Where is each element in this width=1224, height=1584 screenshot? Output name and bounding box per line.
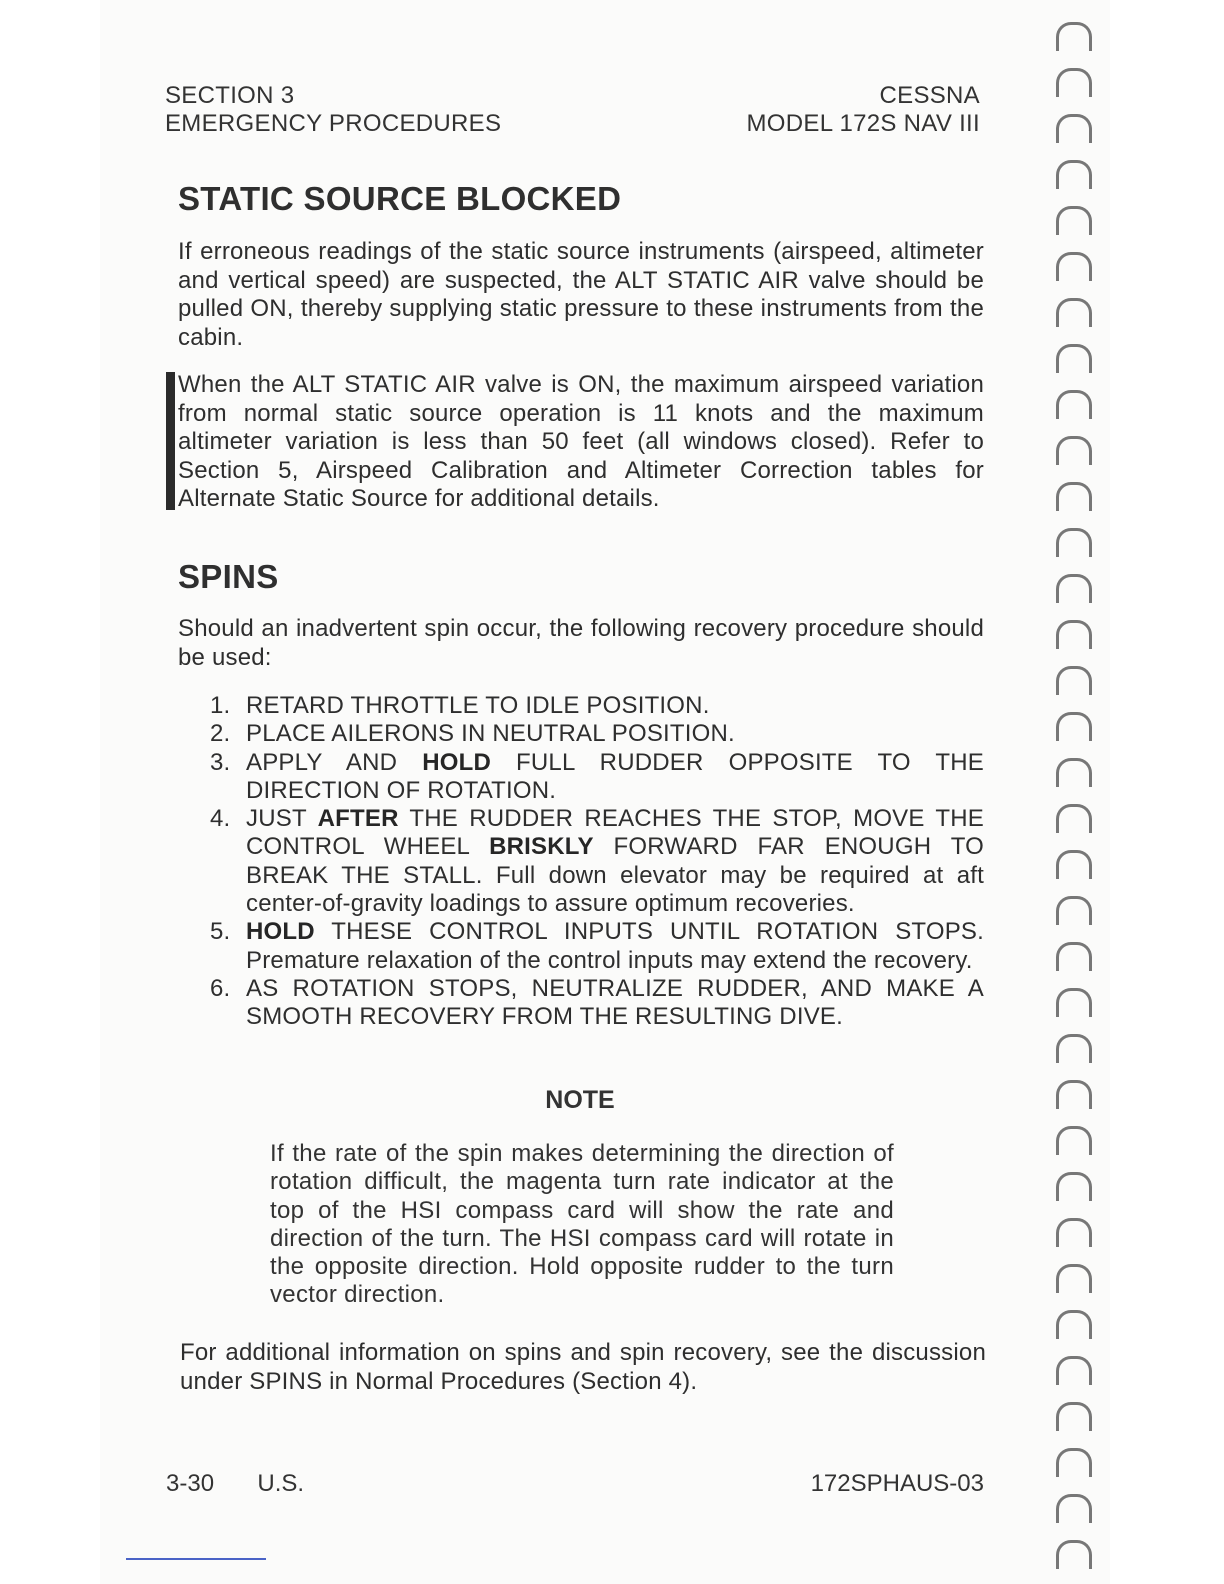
step-text: RETARD THROTTLE TO IDLE POSITION.: [246, 692, 710, 719]
binding-ring: [1056, 1402, 1092, 1431]
step-text: PLACE AILERONS IN NEUTRAL POSITION.: [246, 720, 735, 748]
note-body: If the rate of the spin makes determining the direction of rotation difficult, the magenta turn rate indicator at the top of the HSI compass card will show the rate and direction of the turn. The HSI compass card will rotate in the opposite direction. Hold opposite rudder to the turn vector direction.: [270, 1140, 894, 1309]
binding-ring: [1056, 896, 1092, 925]
binding-ring: [1056, 574, 1092, 603]
binding-ring: [1056, 1540, 1092, 1569]
binding-ring: [1056, 804, 1092, 833]
binding-ring: [1056, 1264, 1092, 1293]
binding-ring: [1056, 114, 1092, 143]
spins-closing-paragraph: For additional information on spins and spin recovery, see the discussion under SPINS in Normal Procedures (Section 4).: [180, 1339, 986, 1395]
step-text: APPLY AND: [246, 748, 423, 776]
binding-ring: [1056, 344, 1092, 373]
binding-ring: [1056, 1448, 1092, 1477]
step-text: THE RUDDER REACHES THE STOP, MOVE THE CONTROL WHEEL: [246, 805, 984, 861]
binding-ring: [1056, 712, 1092, 741]
binding-ring: [1056, 850, 1092, 879]
model-name: MODEL 172S NAV III: [746, 110, 980, 137]
step-number: 3.: [210, 748, 231, 776]
binding-ring: [1056, 758, 1092, 787]
binding-ring: [1056, 298, 1092, 327]
step-number: 2.: [210, 720, 231, 748]
step-text: JUST: [246, 805, 318, 833]
binding-ring: [1056, 1310, 1092, 1339]
binding-ring: [1056, 1172, 1092, 1201]
section-number: SECTION 3: [165, 82, 295, 109]
step-text: AS ROTATION STOPS, NEUTRALIZE RUDDER, AND MAKE A SMOOTH RECOVERY FROM THE RESULTING DIVE.: [246, 974, 984, 1031]
list-item: [210, 918, 984, 975]
step-emphasis: AFTER: [317, 805, 399, 833]
binding-ring: [1056, 206, 1092, 235]
scan-artifact-line: [126, 1558, 266, 1560]
binding-ring: [1056, 22, 1092, 51]
section-title: EMERGENCY PROCEDURES: [165, 110, 502, 137]
binding-ring: [1056, 988, 1092, 1017]
binding-ring: [1056, 1080, 1092, 1109]
binding-ring: [1056, 620, 1092, 649]
step-emphasis: HOLD: [422, 748, 491, 776]
binding-ring: [1056, 390, 1092, 419]
binding-ring: [1056, 482, 1092, 511]
revision-bar: [166, 372, 175, 510]
footer-left: [166, 1470, 304, 1498]
step-emphasis: HOLD: [246, 918, 315, 946]
header-left: [165, 82, 501, 138]
list-item: [210, 692, 984, 720]
document-id: 172SPHAUS-03: [810, 1470, 984, 1497]
spins-intro: Should an inadvertent spin occur, the following recovery procedure should be used:: [178, 615, 984, 671]
step-text: THESE CONTROL INPUTS UNTIL ROTATION STOPS. Premature relaxation of the control inputs may extend the recovery.: [246, 918, 984, 974]
list-item: [210, 805, 984, 918]
spins-heading: SPINS: [178, 558, 279, 595]
binding-ring: [1056, 1494, 1092, 1523]
binding-ring: [1056, 160, 1092, 189]
static-source-heading: STATIC SOURCE BLOCKED: [178, 180, 622, 217]
binding-ring: [1056, 528, 1092, 557]
binding-ring: [1056, 666, 1092, 695]
list-item: [210, 974, 984, 1032]
step-text: FORWARD FAR ENOUGH TO BREAK THE STALL. Full down elevator may be required at aft center-of-gravity loadings to assure optimum recoveries.: [246, 833, 984, 918]
step-text: FULL RUDDER OPPOSITE TO THE DIRECTION OF ROTATION.: [246, 748, 984, 804]
static-source-paragraph-2: When the ALT STATIC AIR valve is ON, the maximum airspeed variation from normal static source operation is 11 knots and the maximum altimeter variation is less than 50 feet (all windows closed). Refer to Section 5, Airspeed Calibration and Altimeter Correction tables for Alternate Static Source for additional details.: [178, 371, 984, 512]
binding-ring: [1056, 1126, 1092, 1155]
list-item: [210, 720, 984, 748]
manufacturer: CESSNA: [879, 82, 980, 109]
binding-ring: [1056, 942, 1092, 971]
step-number: 6.: [210, 974, 231, 1002]
binding-ring: [1056, 436, 1092, 465]
step-number: 5.: [210, 918, 231, 946]
spiral-binding: [1048, 0, 1098, 1584]
spin-recovery-steps: [210, 692, 984, 1032]
region-label: U.S.: [257, 1470, 305, 1497]
header-right: [747, 82, 980, 138]
note-heading: NOTE: [545, 1086, 615, 1114]
binding-ring: [1056, 1034, 1092, 1063]
step-number: 4.: [210, 805, 231, 833]
static-source-paragraph-1: If erroneous readings of the static source instruments (airspeed, altimeter and vertical speed) are suspected, the ALT STATIC AIR valve should be pulled ON, thereby supplying static pressure to these instruments from the cabin.: [178, 238, 984, 351]
binding-ring: [1056, 1218, 1092, 1247]
binding-ring: [1056, 252, 1092, 281]
page-number: 3-30: [166, 1470, 215, 1497]
binding-ring: [1056, 68, 1092, 97]
binding-ring: [1056, 1356, 1092, 1385]
step-emphasis: BRISKLY: [489, 833, 594, 861]
list-item: [210, 748, 984, 806]
step-number: 1.: [210, 692, 231, 719]
